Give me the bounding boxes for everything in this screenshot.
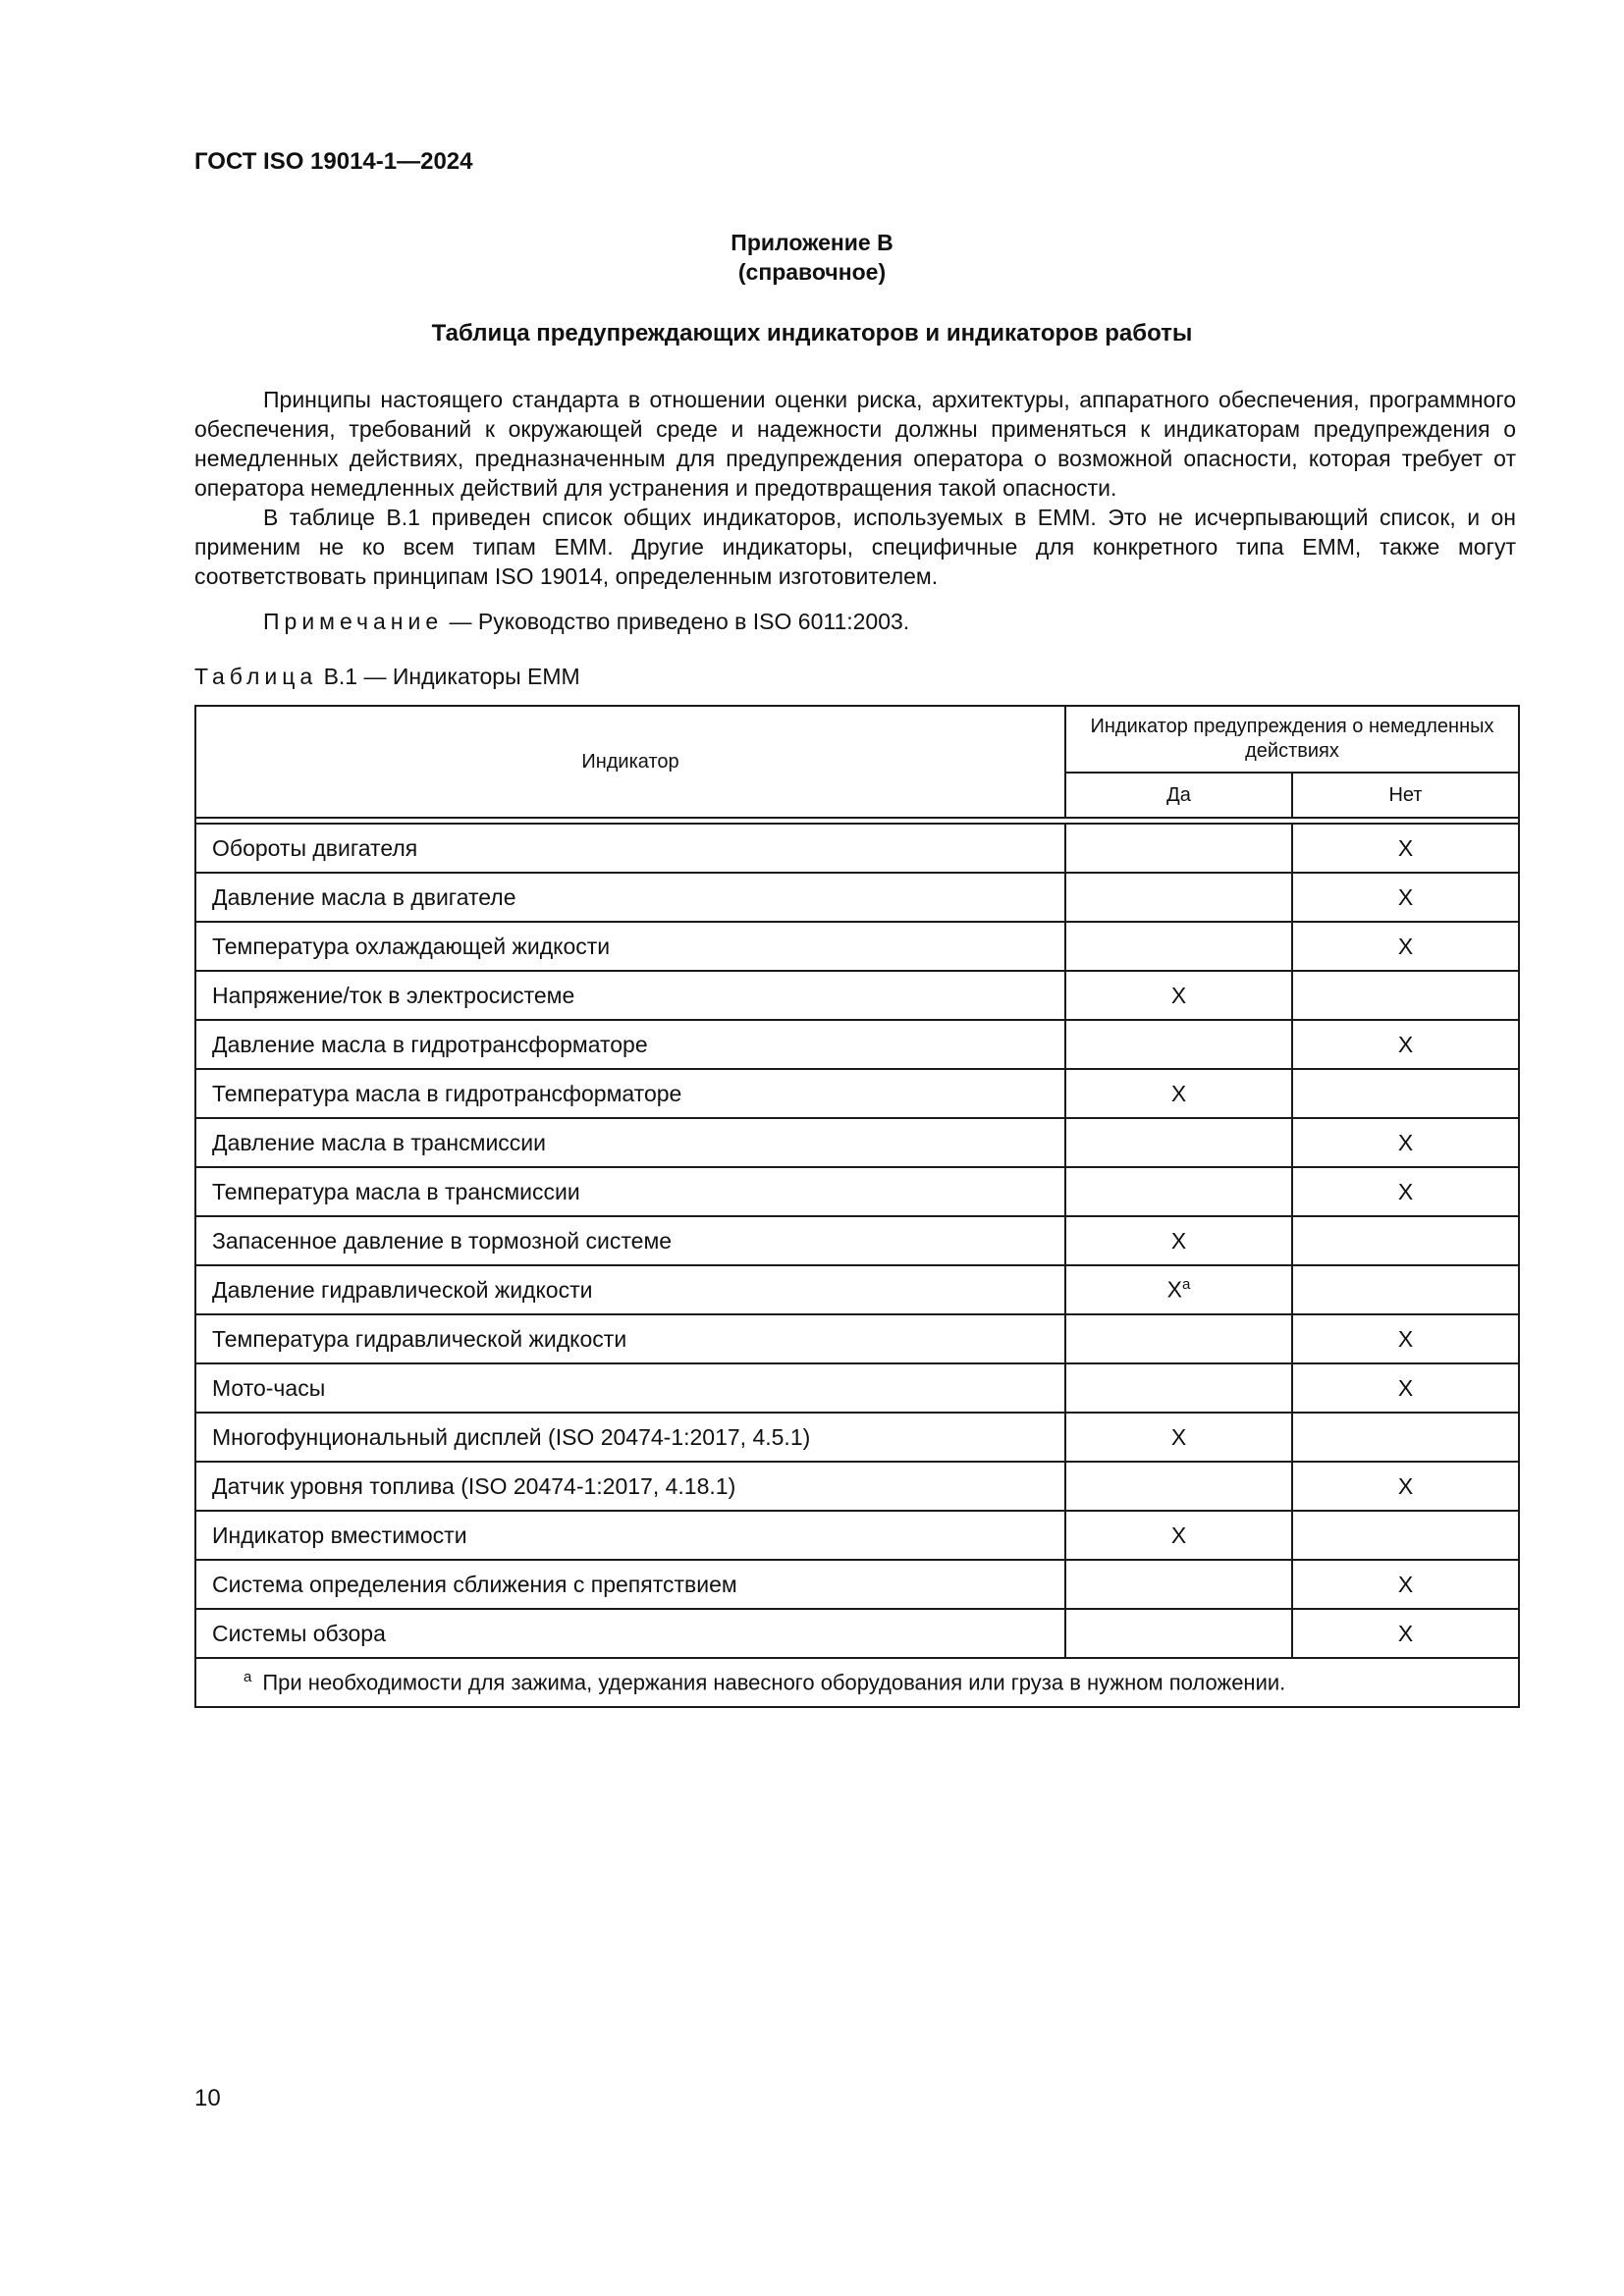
indicator-name-cell: Температура гидравлической жидкости bbox=[195, 1314, 1065, 1363]
yes-mark: X bbox=[1166, 1276, 1182, 1303]
table-row bbox=[195, 1069, 1519, 1118]
indicator-name-cell: Температура охлаждающей жидкости bbox=[195, 922, 1065, 971]
indicators-table bbox=[194, 705, 1520, 1708]
body-paragraph-1 bbox=[194, 385, 1516, 503]
no-cell: X bbox=[1292, 824, 1519, 873]
footnote-ref: a bbox=[1182, 1276, 1191, 1294]
document-header: ГОСТ ISO 19014-1—2024 bbox=[194, 148, 473, 175]
note bbox=[263, 609, 909, 635]
table-row bbox=[195, 1462, 1519, 1511]
paragraph-text: В таблице В.1 приведен список общих индикаторов, используемых в ЕММ. Это не исчерпывающий список, и он применим не ко всем типам ЕММ. Другие индикаторы, специфичные для конкретного типа ЕММ, также могут соответствовать принципам ISO 19014, определенным изготовителем. bbox=[194, 505, 1516, 589]
yes-cell bbox=[1065, 1167, 1292, 1216]
yes-cell bbox=[1065, 1216, 1292, 1265]
no-cell: X bbox=[1292, 1560, 1519, 1609]
indicator-name-cell: Мото-часы bbox=[195, 1363, 1065, 1413]
yes-cell bbox=[1065, 1020, 1292, 1069]
no-cell: X bbox=[1292, 1314, 1519, 1363]
paragraph-text: Принципы настоящего стандарта в отношении оценки риска, архитектуры, аппаратного обеспечения, программного обеспечения, требований к окружающей среде и надежности должны применяться к индикаторам предупреждения о немедленных действиях, предназначенным для предупреждения оператора о возможной опасности, которая требует от оператора немедленных действий для устранения и предотвращения такой опасности. bbox=[194, 387, 1516, 501]
table-row bbox=[195, 1511, 1519, 1560]
column-header-yes: Да bbox=[1065, 773, 1292, 818]
yes-mark: X bbox=[1170, 1522, 1187, 1548]
yes-mark: X bbox=[1170, 1227, 1187, 1254]
page-number: 10 bbox=[194, 2085, 221, 2111]
table-row bbox=[195, 1314, 1519, 1363]
table-row bbox=[195, 1363, 1519, 1413]
no-cell: X bbox=[1292, 922, 1519, 971]
indicator-name-cell: Обороты двигателя bbox=[195, 824, 1065, 873]
table-footnote bbox=[195, 1658, 1519, 1707]
section-title: Таблица предупреждающих индикаторов и индикаторов работы bbox=[431, 320, 1193, 347]
column-header-warning: Индикатор предупреждения о немедленных действиях bbox=[1065, 706, 1519, 773]
no-cell: X bbox=[1292, 873, 1519, 922]
footnote-text: При необходимости для зажима, удержания навесного оборудования или груза в нужном положении. bbox=[262, 1670, 1286, 1695]
body-paragraph-2 bbox=[194, 503, 1516, 591]
indicator-name-cell: Системы обзора bbox=[195, 1609, 1065, 1658]
appendix-subtitle: (справочное) bbox=[737, 259, 887, 285]
yes-cell bbox=[1065, 1118, 1292, 1167]
yes-cell bbox=[1065, 1511, 1292, 1560]
indicator-name-cell: Индикатор вместимости bbox=[195, 1511, 1065, 1560]
indicator-name-cell: Напряжение/ток в электросистеме bbox=[195, 971, 1065, 1020]
table-header-row bbox=[195, 706, 1519, 773]
footnote-mark: a bbox=[244, 1669, 252, 1686]
appendix-heading bbox=[0, 228, 1624, 287]
indicator-name-cell: Температура масла в трансмиссии bbox=[195, 1167, 1065, 1216]
indicator-name-cell: Давление масла в гидротрансформаторе bbox=[195, 1020, 1065, 1069]
table-caption bbox=[194, 664, 580, 690]
note-text: — Руководство приведено в ISO 6011:2003. bbox=[443, 609, 910, 634]
yes-cell bbox=[1065, 1069, 1292, 1118]
yes-mark: X bbox=[1170, 982, 1187, 1008]
table-caption-label: Таблица bbox=[194, 664, 318, 689]
yes-cell bbox=[1065, 922, 1292, 971]
column-header-no: Нет bbox=[1292, 773, 1519, 818]
yes-mark: X bbox=[1170, 1080, 1187, 1106]
table-row bbox=[195, 1020, 1519, 1069]
table-row bbox=[195, 1216, 1519, 1265]
yes-cell bbox=[1065, 1363, 1292, 1413]
table-row bbox=[195, 873, 1519, 922]
yes-cell bbox=[1065, 971, 1292, 1020]
yes-cell bbox=[1065, 1413, 1292, 1462]
yes-cell bbox=[1065, 1265, 1292, 1314]
no-cell: X bbox=[1292, 1363, 1519, 1413]
indicator-name-cell: Давление гидравлической жидкости bbox=[195, 1265, 1065, 1314]
table-caption-text: В.1 — Индикаторы ЕММ bbox=[317, 664, 580, 689]
note-label: Примечание bbox=[263, 609, 444, 634]
table-row bbox=[195, 971, 1519, 1020]
no-cell: X bbox=[1292, 1462, 1519, 1511]
yes-cell bbox=[1065, 1609, 1292, 1658]
indicator-name-cell: Датчик уровня топлива (ISO 20474-1:2017, 4.18.1) bbox=[195, 1462, 1065, 1511]
no-cell bbox=[1292, 971, 1519, 1020]
no-cell: X bbox=[1292, 1167, 1519, 1216]
no-cell bbox=[1292, 1265, 1519, 1314]
appendix-title: Приложение В bbox=[731, 230, 893, 255]
no-cell bbox=[1292, 1069, 1519, 1118]
table-row bbox=[195, 922, 1519, 971]
indicator-name-cell: Система определения сближения с препятствием bbox=[195, 1560, 1065, 1609]
indicator-name-cell: Запасенное давление в тормозной системе bbox=[195, 1216, 1065, 1265]
yes-cell bbox=[1065, 1462, 1292, 1511]
table-row bbox=[195, 1560, 1519, 1609]
yes-mark: X bbox=[1170, 1423, 1187, 1450]
no-cell bbox=[1292, 1216, 1519, 1265]
table-row bbox=[195, 824, 1519, 873]
yes-cell bbox=[1065, 1314, 1292, 1363]
no-cell: X bbox=[1292, 1609, 1519, 1658]
no-cell bbox=[1292, 1511, 1519, 1560]
table-row bbox=[195, 1167, 1519, 1216]
yes-cell bbox=[1065, 1560, 1292, 1609]
table-row bbox=[195, 1118, 1519, 1167]
indicator-name-cell: Давление масла в двигателе bbox=[195, 873, 1065, 922]
table-row bbox=[195, 1609, 1519, 1658]
indicator-name-cell: Многофунциональный дисплей (ISO 20474-1:2017, 4.5.1) bbox=[195, 1413, 1065, 1462]
column-header-indicator: Индикатор bbox=[195, 706, 1065, 818]
no-cell: X bbox=[1292, 1020, 1519, 1069]
yes-cell bbox=[1065, 873, 1292, 922]
no-cell: X bbox=[1292, 1118, 1519, 1167]
no-cell bbox=[1292, 1413, 1519, 1462]
indicator-name-cell: Давление масла в трансмиссии bbox=[195, 1118, 1065, 1167]
table-row bbox=[195, 1265, 1519, 1314]
indicator-name-cell: Температура масла в гидротрансформаторе bbox=[195, 1069, 1065, 1118]
table-row bbox=[195, 1413, 1519, 1462]
table-footnote-row bbox=[195, 1658, 1519, 1707]
yes-cell bbox=[1065, 824, 1292, 873]
